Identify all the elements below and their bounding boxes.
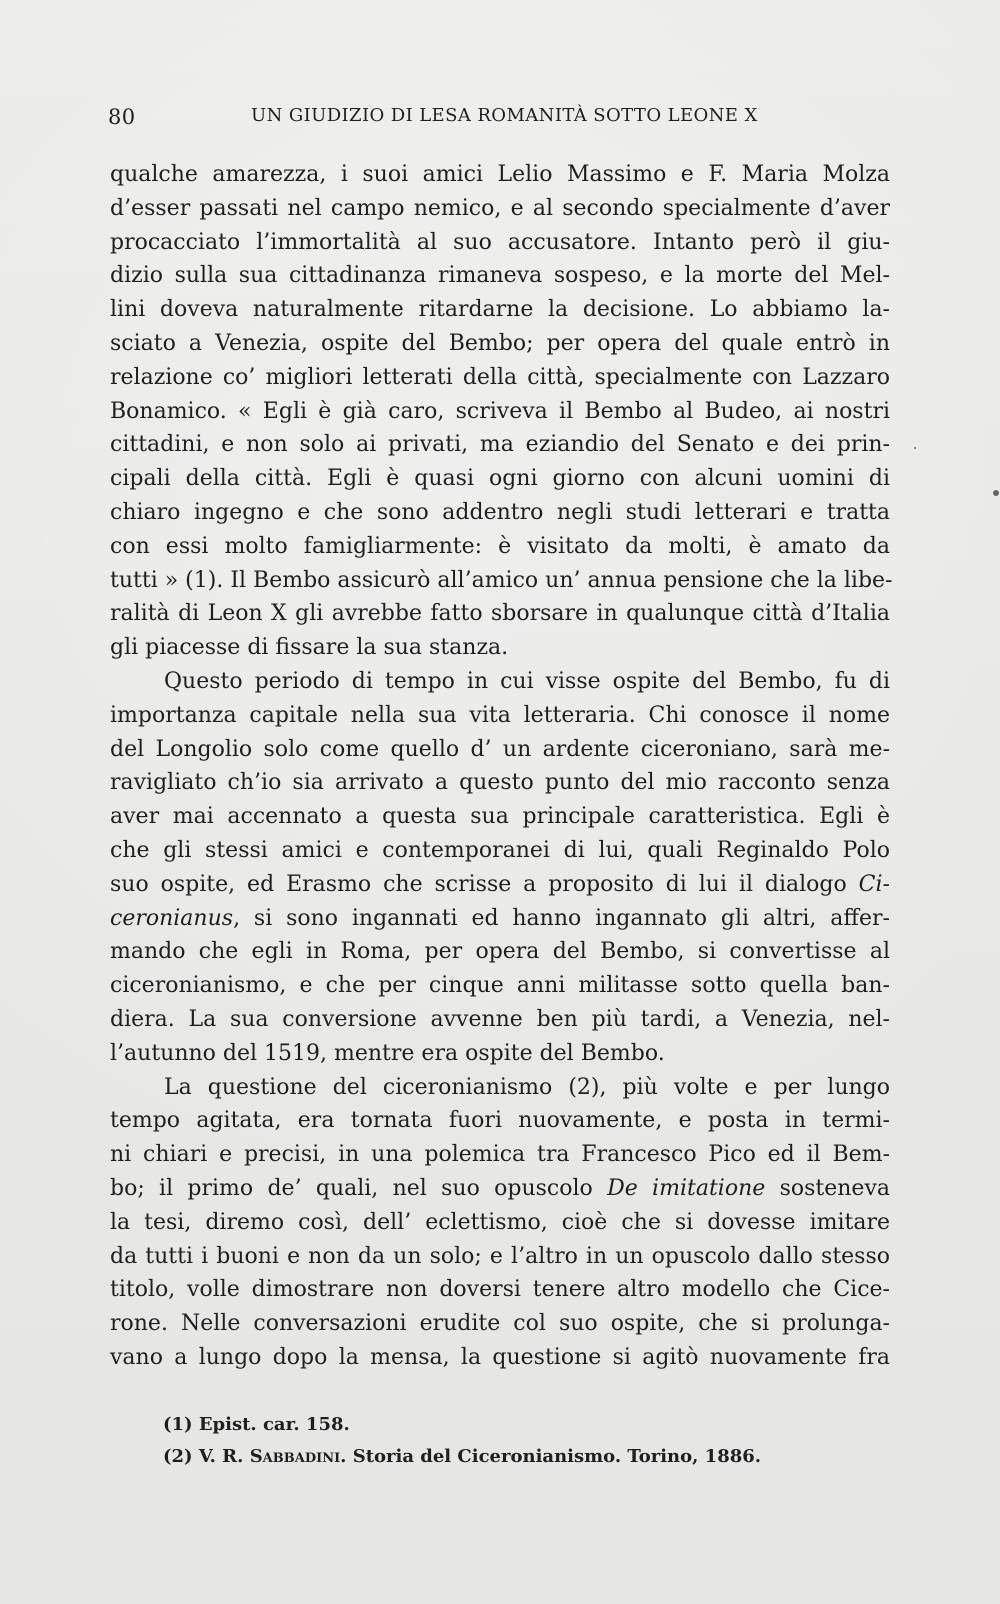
text-line: titolo, volle dimostrare non doversi tenere altro modello che Cice- [110, 1277, 890, 1303]
text-line: ralità di Leon X gli avrebbe fatto sborsare in qualunque città d’Italia [110, 601, 890, 627]
text-line: Questo periodo di tempo in cui visse ospite del Bembo, fu di [164, 668, 890, 694]
text-line: del Longolio solo come quello d’ un ardente ciceroniano, sarà me- [110, 736, 890, 762]
footnote-2-author: Sabbadini. [249, 1446, 347, 1467]
footnote-1: (1) Epist. car. 158. [163, 1414, 350, 1435]
text-fragment: bo; il primo de’ quali, nel suo opuscolo [110, 1175, 593, 1201]
text-line: Bonamico. « Egli è già caro, scriveva il Bembo al Budeo, ai nostri [110, 398, 890, 424]
text-line: tempo agitata, era tornata fuori nuovamente, e posta in termi- [110, 1108, 890, 1134]
text-line: con essi molto famigliarmente: è visitato da molti, è amato da [110, 533, 890, 559]
page-number: 80 [108, 105, 136, 129]
main-text [110, 158, 893, 1375]
scan-speck [914, 447, 916, 449]
text-line: gli piacesse di fissare la sua stanza. [110, 635, 509, 661]
footnote-2 [163, 1441, 863, 1473]
running-title: UN GIUDIZIO DI LESA ROMANITÀ SOTTO LEONE X [251, 105, 758, 126]
italic-title: ceronianus [110, 905, 234, 931]
text-line: cittadini, e non solo ai privati, ma eziandio del Senato e dei prin- [110, 432, 890, 458]
text-line: cipali della città. Egli è quasi ogni giorno con alcuni uomini di [110, 466, 890, 492]
text-line: che gli stessi amici e contemporanei di lui, quali Reginaldo Polo [110, 837, 890, 863]
italic-title: Ci- [858, 871, 890, 897]
footnotes [163, 1409, 863, 1473]
text-line: lini doveva naturalmente ritardarne la decisione. Lo abbiamo la- [110, 297, 890, 323]
footnote-2-rest: Storia del Ciceronianismo. Torino, 1886. [352, 1446, 762, 1467]
scan-speck [993, 490, 999, 496]
text-line: chiaro ingegno e che sono addentro negli studi letterari e tratta [110, 499, 890, 525]
text-line: da tutti i buoni e non da un solo; e l’altro in un opuscolo dallo stesso [110, 1243, 890, 1269]
running-head [108, 103, 888, 139]
text-line: d’esser passati nel campo nemico, e al secondo specialmente d’aver [110, 195, 890, 221]
text-line: ni chiari e precisi, in una polemica tra Francesco Pico ed il Bem- [110, 1142, 890, 1168]
text-fragment: sosteneva [779, 1175, 890, 1201]
text-line: ravigliato ch’io sia arrivato a questo punto del mio racconto senza [110, 770, 890, 796]
text-line [110, 902, 890, 936]
text-line: vano a lungo dopo la mensa, la questione si agitò nuovamente fra [110, 1344, 890, 1370]
text-line: importanza capitale nella sua vita letteraria. Chi conosce il nome [110, 702, 890, 728]
text-line: l’autunno del 1519, mentre era ospite del Bembo. [110, 1040, 665, 1066]
text-line: procacciato l’immortalità al suo accusatore. Intanto però il giu- [110, 229, 890, 255]
italic-title: De imitatione [607, 1175, 766, 1201]
text-line: mando che egli in Roma, per opera del Bembo, si convertisse al [110, 939, 890, 965]
text-fragment: suo ospite, ed Erasmo che scrisse a proposito di lui il dialogo [110, 871, 847, 897]
text-line: relazione co’ migliori letterati della città, specialmente con Lazzaro [110, 364, 890, 390]
text-line: tutti » (1). Il Bembo assicurò all’amico un’ annua pensione che la libe- [110, 567, 893, 593]
footnote-2-prefix: (2) V. R. [163, 1446, 244, 1467]
text-line: rone. Nelle conversazioni erudite col suo ospite, che si prolunga- [110, 1311, 890, 1337]
text-line [110, 1172, 890, 1206]
text-line: ciceronianismo, e che per cinque anni militasse sotto quella ban- [110, 973, 890, 999]
text-line: diera. La sua conversione avvenne ben più tardi, a Venezia, nel- [110, 1006, 890, 1032]
text-line: aver mai accennato a questa sua principale caratteristica. Egli è [110, 804, 890, 830]
text-line [110, 868, 890, 902]
text-line: sciato a Venezia, ospite del Bembo; per opera del quale entrò in [110, 330, 890, 356]
text-line: la tesi, diremo così, dell’ eclettismo, cioè che si dovesse imitare [110, 1209, 890, 1235]
text-line: La questione del ciceronianismo (2), più volte e per lungo [164, 1074, 890, 1100]
text-line: qualche amarezza, i suoi amici Lelio Massimo e F. Maria Molza [110, 162, 890, 187]
text-line: dizio sulla sua cittadinanza rimaneva sospeso, e la morte del Mel- [110, 263, 890, 289]
text-fragment: , si sono ingannati ed hanno ingannato gli altri, affer- [233, 905, 890, 931]
